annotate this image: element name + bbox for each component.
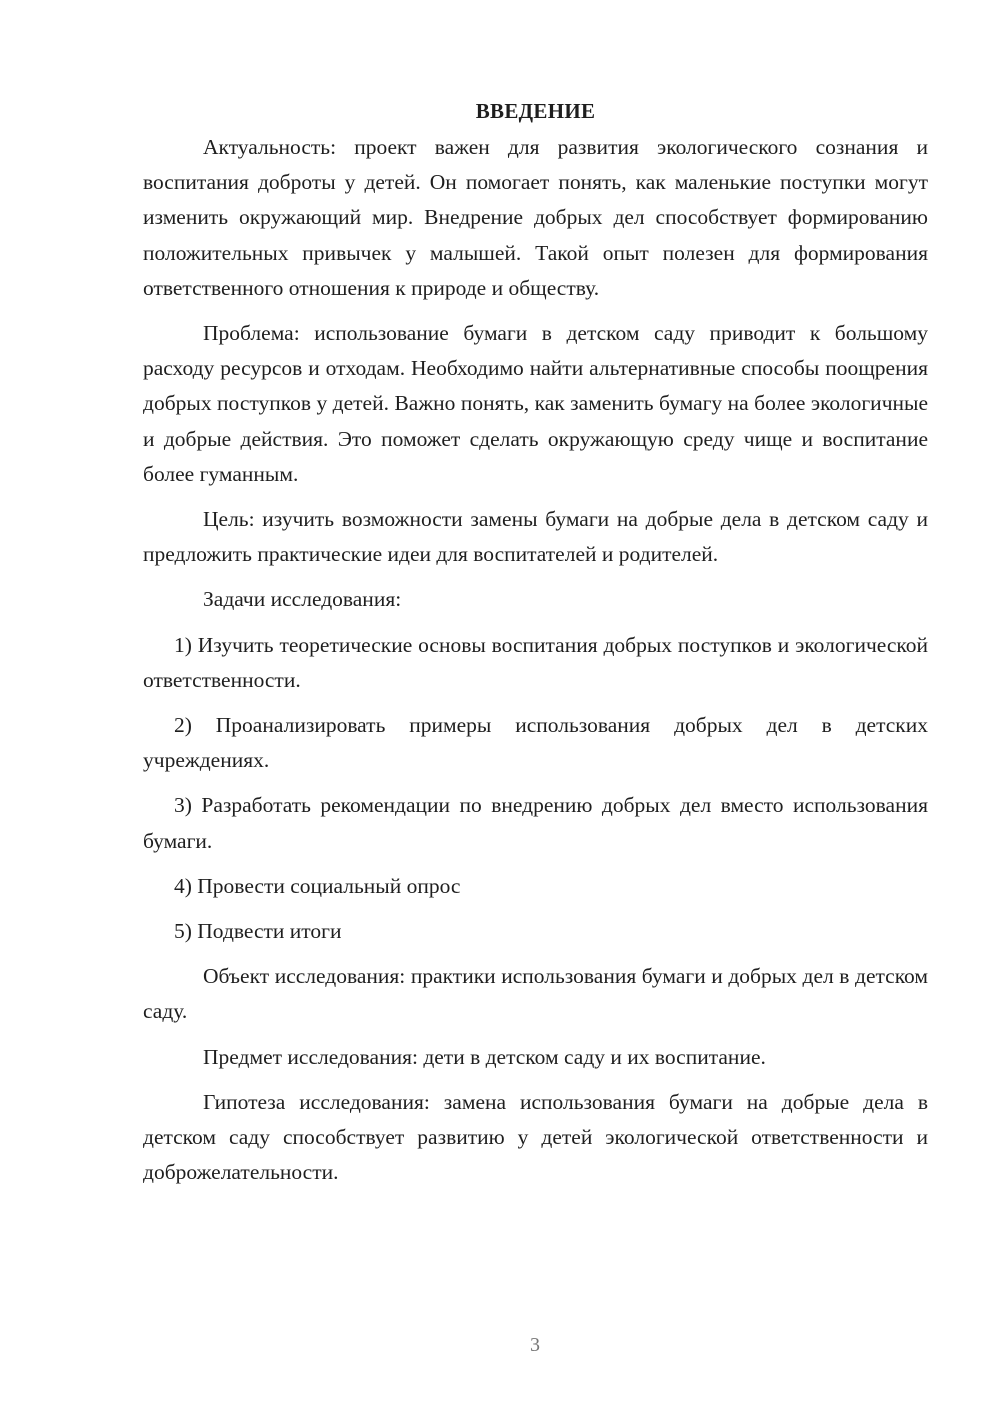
goal-paragraph: Цель: изучить возможности замены бумаги на добрые дела в детском саду и предложить практические идеи для воспитателей и родителей. bbox=[143, 507, 928, 567]
subject-paragraph: Предмет исследования: дети в детском саду и их воспитание. bbox=[203, 1044, 766, 1069]
task-item-2: 2) Проанализировать примеры использования добрых дел в детских учреждениях. bbox=[143, 713, 928, 773]
task-item-4: 4) Провести социальный опрос bbox=[174, 873, 461, 898]
page-number: 3 bbox=[530, 1334, 540, 1356]
object-paragraph: Объект исследования: практики использования бумаги и добрых дел в детском саду. bbox=[143, 964, 928, 1024]
task-item-1: 1) Изучить теоретические основы воспитания добрых поступков и экологической ответственности. bbox=[143, 632, 928, 692]
task-item-3: 3) Разработать рекомендации по внедрению добрых дел вместо использования бумаги. bbox=[143, 793, 928, 853]
tasks-heading: Задачи исследования: bbox=[203, 587, 402, 612]
relevance-paragraph: Актуальность: проект важен для развития экологического сознания и воспитания доброты у детей. Он помогает понять, как маленькие поступки могут изменить окружающий мир. Внедрение добрых дел способствует формированию положительных привычек у малышей. Такой опыт полезен для формирования ответственного отношения к природе и обществу. bbox=[143, 135, 928, 300]
problem-paragraph: Проблема: использование бумаги в детском саду приводит к большому расходу ресурсов и отходам. Необходимо найти альтернативные способы поощрения добрых поступков у детей. Важно понять, как заменить бумагу на более экологичные и добрые действия. Это поможет сделать окружающую среду чище и воспитание более гуманным. bbox=[143, 321, 928, 486]
page-content bbox=[143, 96, 928, 1200]
task-item-5: 5) Подвести итоги bbox=[174, 919, 342, 944]
section-title: ВВЕДЕНИЕ bbox=[475, 99, 596, 123]
hypothesis-paragraph: Гипотеза исследования: замена использования бумаги на добрые дела в детском саду способствует развитию у детей экологической ответственности и доброжелательности. bbox=[143, 1089, 928, 1185]
